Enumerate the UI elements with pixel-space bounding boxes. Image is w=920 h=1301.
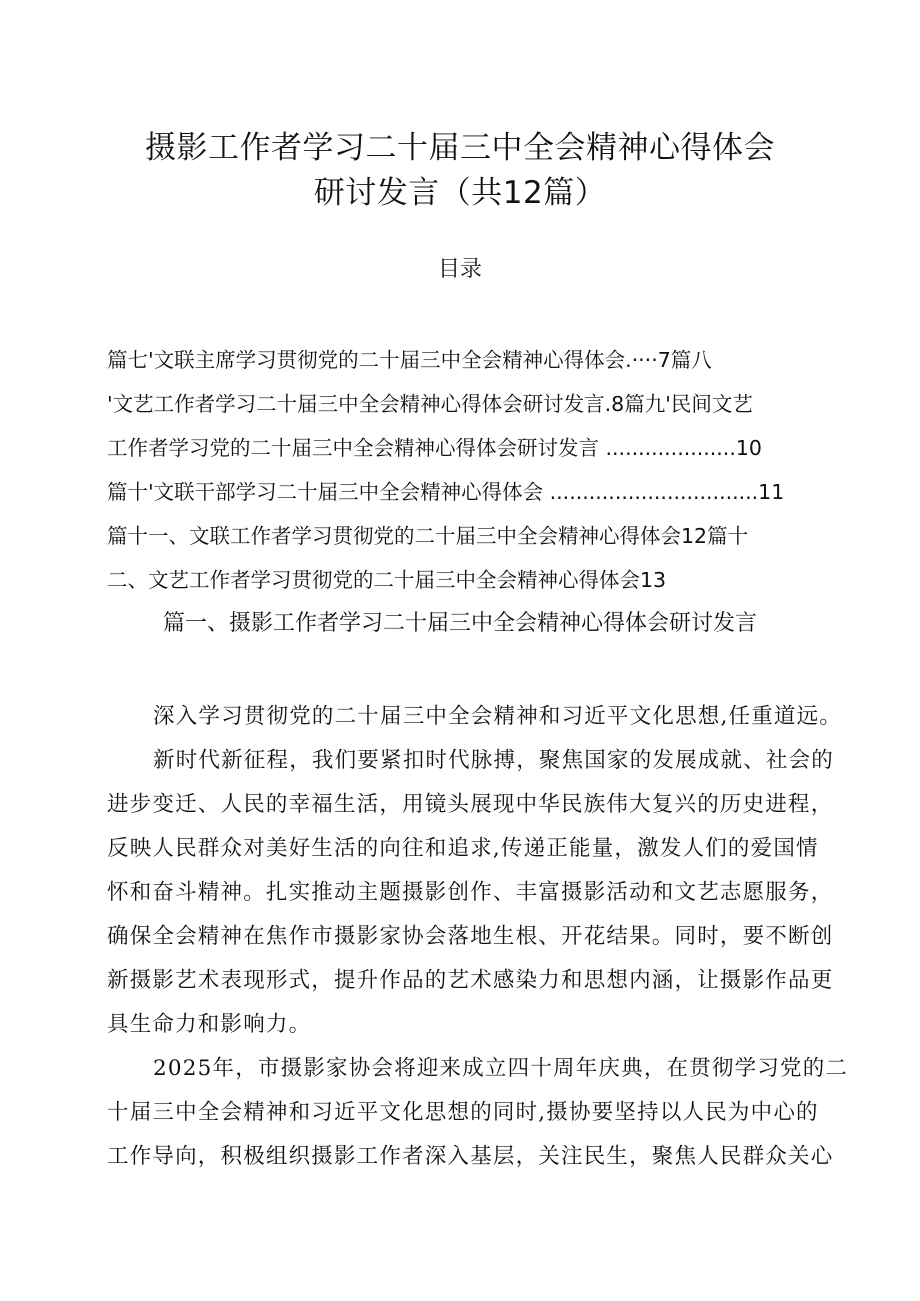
toc-line: 篇七'文联主席学习贯彻党的二十届三中全会精神心得体会.····7篇八 (107, 348, 712, 372)
paragraph-line: 确保全会精神在焦作市摄影家协会落地生根、开花结果。同时，要不断创 (107, 924, 834, 949)
document-title-line-2: 研讨发言（共12篇） (313, 175, 607, 211)
toc-line: 工作者学习党的二十届三中全会精神心得体会研讨发言 ....................10 (107, 436, 762, 460)
paragraph-line: 深入学习贯彻党的二十届三中全会精神和习近平文化思想,任重道远。 (153, 704, 843, 729)
paragraph-line: 进步变迁、人民的幸福生活，用镜头展现中华民族伟大复兴的历史进程， (107, 792, 834, 817)
toc-line: 篇十'文联干部学习二十届三中全会精神心得体会 ................................11 (107, 480, 785, 504)
paragraph-line: 具生命力和影响力。 (107, 1012, 312, 1037)
paragraph-line: 新时代新征程，我们要紧扣时代脉搏，聚焦国家的发展成就、社会的 (153, 748, 835, 773)
paragraph-line: 怀和奋斗精神。扎实推动主题摄影创作、丰富摄影活动和文艺志愿服务， (107, 880, 834, 905)
section-title: 篇一、摄影工作者学习二十届三中全会精神心得体会研讨发言 (162, 611, 757, 636)
paragraph-line: 十届三中全会精神和习近平文化思想的同时,摄协要坚持以人民为中心的 (107, 1100, 819, 1125)
paragraph-line: 2025年，市摄影家协会将迎来成立四十周年庆典，在贯彻学习党的二 (153, 1056, 849, 1081)
paragraph-line: 新摄影艺术表现形式，提升作品的艺术感染力和思想内涵，让摄影作品更 (107, 968, 834, 993)
document-title-line-1: 摄影工作者学习二十届三中全会精神心得体会 (145, 130, 775, 166)
toc-line: 篇十一、文联工作者学习贯彻党的二十届三中全会精神心得体会12篇十 (107, 524, 749, 548)
paragraph-line: 工作导向，积极组织摄影工作者深入基层，关注民生，聚焦人民群众关心 (107, 1144, 834, 1169)
paragraph-line: 反映人民群众对美好生活的向往和追求,传递正能量，激发人们的爱国情 (107, 836, 819, 861)
toc-heading: 目录 (437, 257, 482, 282)
toc-line: 二、文艺工作者学习贯彻党的二十届三中全会精神心得体会13 (107, 568, 667, 592)
toc-line: '文艺工作者学习二十届三中全会精神心得体会研讨发言.8篇九'民间文艺 (107, 392, 753, 416)
